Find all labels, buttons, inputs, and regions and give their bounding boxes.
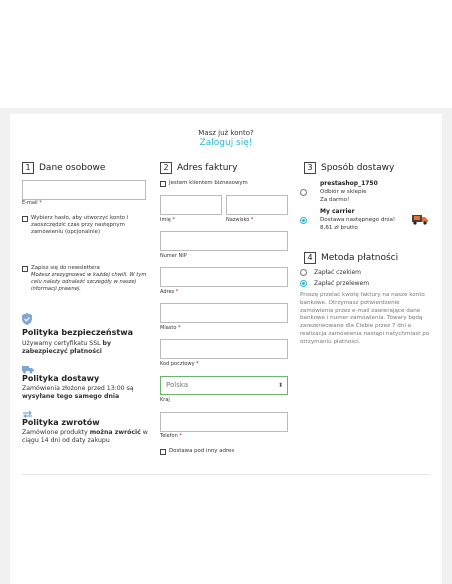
section-divider <box>22 474 430 475</box>
step-number: 1 <box>22 162 34 174</box>
nip-input[interactable] <box>160 231 288 251</box>
address-input[interactable] <box>160 267 288 287</box>
business-client-option[interactable] <box>160 180 248 187</box>
have-account-text: Masz już konto? <box>198 129 254 137</box>
carrier-name: prestashop_1750 <box>320 180 378 187</box>
other-address-checkbox[interactable] <box>160 449 166 455</box>
business-client-checkbox[interactable] <box>160 181 166 187</box>
payment-radio[interactable] <box>300 280 307 287</box>
last-name-input[interactable] <box>226 195 288 215</box>
carrier-name: My carrier <box>320 208 355 215</box>
carrier-radio[interactable] <box>300 189 307 196</box>
step-number: 4 <box>304 252 316 264</box>
carrier-price: 8,61 zł brutto <box>320 225 358 231</box>
phone-input[interactable] <box>160 412 288 432</box>
delivery-policy-text: Zamówienia złożone przed 13:00 są wysyłane tego samego dnia <box>22 385 134 400</box>
last-name-label: Nazwisko * <box>226 217 254 223</box>
carrier-delay: Odbiór w sklepie <box>320 189 367 195</box>
create-password-checkbox[interactable] <box>22 216 28 222</box>
carrier-option[interactable] <box>300 208 430 240</box>
first-name-label: Imię * <box>160 217 175 223</box>
phone-label: Telefon * <box>160 433 182 439</box>
shield-icon <box>22 310 32 322</box>
payment-radio[interactable] <box>300 269 307 276</box>
other-address-option[interactable] <box>160 448 234 455</box>
newsletter-hint: Możesz zrezygnować w każdej chwili. W tym celu należy odnaleźć szczegóły w naszej informacji prawnej. <box>31 272 147 292</box>
delivery-policy-title: Polityka dostawy <box>22 374 100 383</box>
carrier-delay: Dostawa następnego dnia! <box>320 217 396 223</box>
newsletter-checkbox[interactable] <box>22 266 28 272</box>
returns-policy-text: Zamówione produkty można zwrócić w ciągu 14 dni od daty zakupu <box>22 429 148 444</box>
payment-info-text: Proszę przelać kwotę faktury na nasze konto bankowe. Otrzymasz potwierdzenie zamówienia przez e-mail zawierające dane bankowe i numer zamówienia. Towary będą zarezerwowane dla Ciebie przez 7 dni a realizacja zamówienia nastąpi natychmiast po otrzymaniu płatności. <box>300 292 430 345</box>
country-select[interactable] <box>160 376 288 395</box>
create-password-option[interactable] <box>22 215 146 236</box>
carrier-price: Za darmo! <box>320 197 350 203</box>
address-label: Adres * <box>160 289 179 295</box>
step-personal-header <box>22 162 105 174</box>
country-select-value: Polska <box>166 381 189 389</box>
step-title: Adres faktury <box>177 163 238 173</box>
step-title: Sposób dostawy <box>321 163 395 173</box>
business-client-text: Jestem klientem biznesowym <box>169 180 248 186</box>
newsletter-option[interactable] <box>22 265 146 272</box>
login-link[interactable]: Zaloguj się! <box>199 138 253 148</box>
carrier-logo-icon <box>412 210 428 222</box>
email-input[interactable] <box>22 180 146 200</box>
postcode-label: Kod pocztowy * <box>160 361 199 367</box>
step-payment-header <box>304 252 398 264</box>
payment-option-label: Zapłać przelewem <box>314 280 370 287</box>
payment-option[interactable] <box>300 269 430 278</box>
step-number: 2 <box>160 162 172 174</box>
other-address-text: Dostawa pod inny adres <box>169 448 235 454</box>
return-arrows-icon <box>22 403 33 411</box>
step-number: 3 <box>304 162 316 174</box>
city-label: Miasto * <box>160 325 181 331</box>
checkout-card <box>10 114 442 584</box>
postcode-input[interactable] <box>160 339 288 359</box>
step-title: Metoda płatności <box>321 253 399 263</box>
truck-icon <box>22 359 34 368</box>
first-name-input[interactable] <box>160 195 222 215</box>
country-label: Kraj <box>160 397 170 403</box>
carrier-radio[interactable] <box>300 217 307 224</box>
select-arrows-icon: ⬍ <box>277 382 283 389</box>
step-shipping-header <box>304 162 394 174</box>
email-label: E-mail * <box>22 200 42 206</box>
create-password-text: Wybierz hasło, aby utworzyć konto i zaoszczędzić czas przy następnym zamówieniu (opcjonalnie) <box>31 215 129 235</box>
nip-label: Numer NIP <box>160 253 187 259</box>
security-policy-text: Używamy certyfikatu SSL by zabezpieczyć płatności <box>22 340 112 355</box>
page-top-area <box>0 0 452 108</box>
payment-option[interactable] <box>300 280 430 289</box>
payment-option-label: Zapłać czekiem <box>314 269 362 276</box>
step-title: Dane osobowe <box>39 163 106 173</box>
step-invoice-header <box>160 162 237 174</box>
returns-policy-title: Polityka zwrotów <box>22 418 100 427</box>
newsletter-label: Zapisz się do newslettera <box>31 265 100 271</box>
city-input[interactable] <box>160 303 288 323</box>
security-policy-title: Polityka bezpieczeństwa <box>22 328 133 337</box>
